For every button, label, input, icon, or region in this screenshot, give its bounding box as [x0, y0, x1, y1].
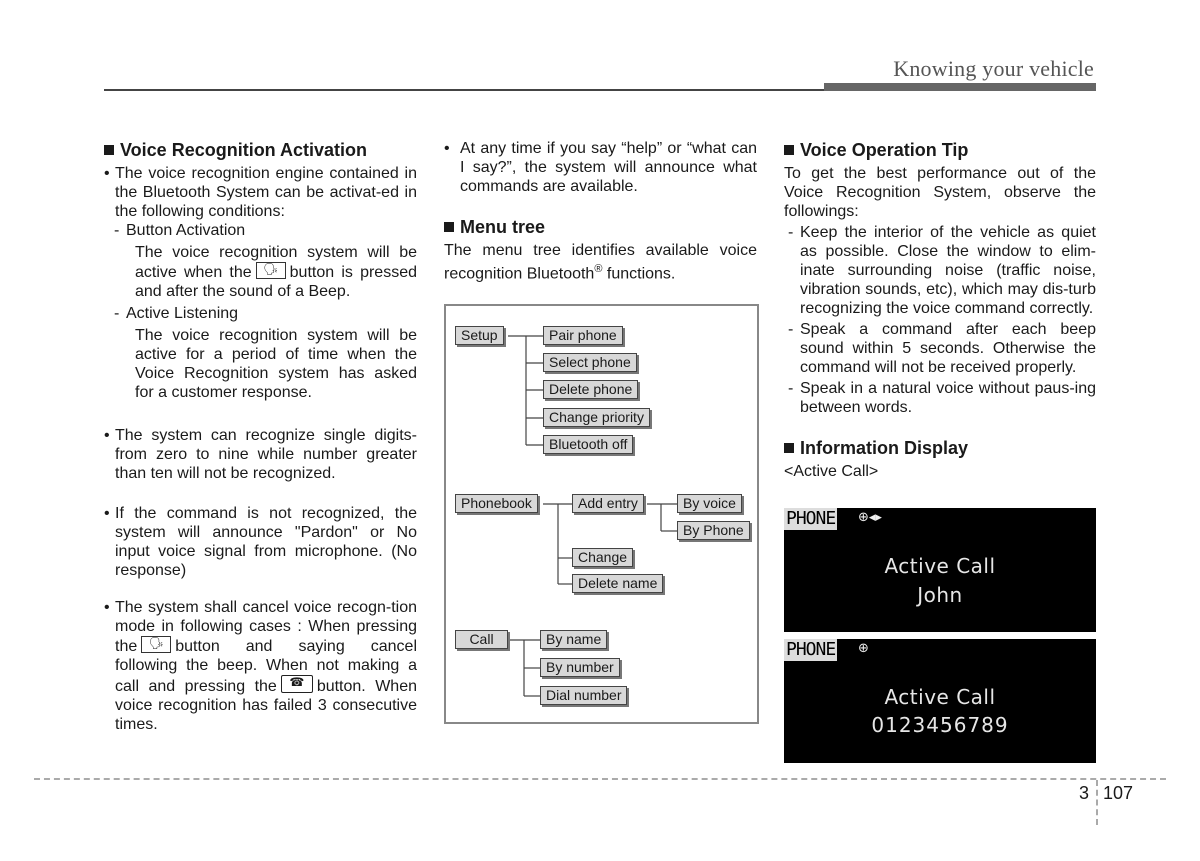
tree-node-by-name: By name — [540, 630, 607, 649]
talk-button-icon: 🗣 — [256, 262, 286, 279]
sub-item-active-listening: - Active Listening — [114, 304, 417, 323]
column-right — [784, 139, 1096, 481]
tree-node-by-number: By number — [540, 658, 620, 677]
section-heading-information-display: Information Display — [784, 437, 1096, 459]
square-bullet-icon — [784, 443, 794, 453]
tip-quiet-interior: - Keep the interior of the vehicle as quiet as possible. Close the window to elim-inate surrounding noise (traffic noise, vibration sounds, etc), which may dis-turb recognizing the voice command correctly. — [784, 223, 1096, 318]
tree-node-change: Change — [572, 548, 633, 567]
tree-node-delete-phone: Delete phone — [543, 380, 638, 399]
tree-node-bluetooth-off: Bluetooth off — [543, 435, 633, 454]
tree-node-pair-phone: Pair phone — [543, 326, 623, 345]
bullet-help-command: • At any time if you say “help” or “what can I say?”, the system will announce what commands are available. — [444, 139, 757, 196]
tip-speak-after-beep: - Speak a command after each beep sound within 5 seconds. Otherwise the command will not be received properly. — [784, 320, 1096, 377]
tree-node-select-phone: Select phone — [543, 353, 637, 372]
tree-node-dial-number: Dial number — [540, 686, 627, 705]
sub-item-button-activation: - Button Activation — [114, 221, 417, 240]
tree-node-by-voice: By voice — [677, 494, 742, 513]
tree-node-add-entry: Add entry — [572, 494, 644, 513]
registered-mark: ® — [594, 263, 603, 275]
sub-list — [104, 221, 417, 402]
section-heading-menu-tree: Menu tree — [444, 216, 757, 238]
display-active-call-number — [784, 639, 1096, 763]
display-line-2: 0123456789 — [871, 713, 1009, 737]
display-line-1: Active Call — [884, 685, 996, 709]
section-heading-voice-operation-tip: Voice Operation Tip — [784, 139, 1096, 161]
bluetooth-status-icon: ⊕ — [858, 641, 869, 656]
display-line-2: John — [917, 583, 963, 607]
active-call-caption: <Active Call> — [784, 463, 879, 480]
footer-divider — [1096, 780, 1098, 825]
header-rule-accent — [824, 83, 1096, 91]
square-bullet-icon — [784, 145, 794, 155]
bullet-engine-activation: • The voice recognition engine contained in the Bluetooth System can be activat-ed in the following conditions: — [104, 164, 417, 221]
voice-tip-intro: To get the best performance out of the Voice Recognition System, observe the followings: — [784, 165, 1096, 220]
footer-rule — [34, 778, 1166, 780]
phone-label: PHONE — [786, 639, 836, 660]
bullet-unrecognized-command: • If the command is not recognized, the system will announce "Pardon" or No input voice signal from microphone. (No response) — [104, 504, 417, 580]
tree-node-call: Call — [455, 630, 508, 649]
page-number: 107 — [1103, 783, 1134, 803]
phone-label: PHONE — [786, 508, 836, 529]
square-bullet-icon — [444, 222, 454, 232]
bullet-cancel-cases: • The system shall cancel voice recogn-tion mode in following cases : When pressing the 🗣 button and saying cancel following the beep. When not making a call and pressing the ☎ button. When voice recognition has failed 3 consecutive times. — [104, 598, 417, 734]
sub-body-active-listening: The voice recognition system will be active for a period of time when the Voice Recognition system has asked for a customer response. — [135, 327, 417, 401]
column-left — [104, 139, 417, 734]
section-heading-voice-recognition-activation: Voice Recognition Activation — [104, 139, 417, 161]
display-active-call-name — [784, 508, 1096, 632]
display-line-1: Active Call — [884, 554, 996, 578]
tree-node-setup: Setup — [455, 326, 504, 345]
talk-button-icon: 🗣 — [141, 636, 171, 653]
tree-node-by-phone: By Phone — [677, 521, 750, 540]
bullet-digit-recognition: • The system can recognize single digits-from zero to nine while number greater than ten will not be recognized. — [104, 426, 417, 483]
menu-tree-diagram — [444, 304, 759, 724]
bluetooth-status-icon: ⊕◂▸ — [858, 510, 882, 525]
square-bullet-icon — [104, 145, 114, 155]
tree-node-change-priority: Change priority — [543, 408, 650, 427]
end-call-button-icon: ☎ — [281, 675, 313, 693]
sub-body-button-activation: The voice recognition system will be active when the 🗣 button is pressed and after the sound of a Beep. — [135, 244, 417, 300]
column-middle — [444, 139, 757, 283]
header-rule — [104, 89, 824, 91]
tree-node-phonebook: Phonebook — [455, 494, 538, 513]
tree-node-delete-name: Delete name — [572, 574, 663, 593]
page-header-title: Knowing your vehicle — [893, 56, 1094, 81]
chapter-number: 3 — [1079, 783, 1090, 803]
tip-natural-voice: - Speak in a natural voice without paus-ing between words. — [784, 379, 1096, 417]
menu-tree-intro: The menu tree identifies available voice recognition Bluetooth® functions. — [444, 242, 757, 283]
